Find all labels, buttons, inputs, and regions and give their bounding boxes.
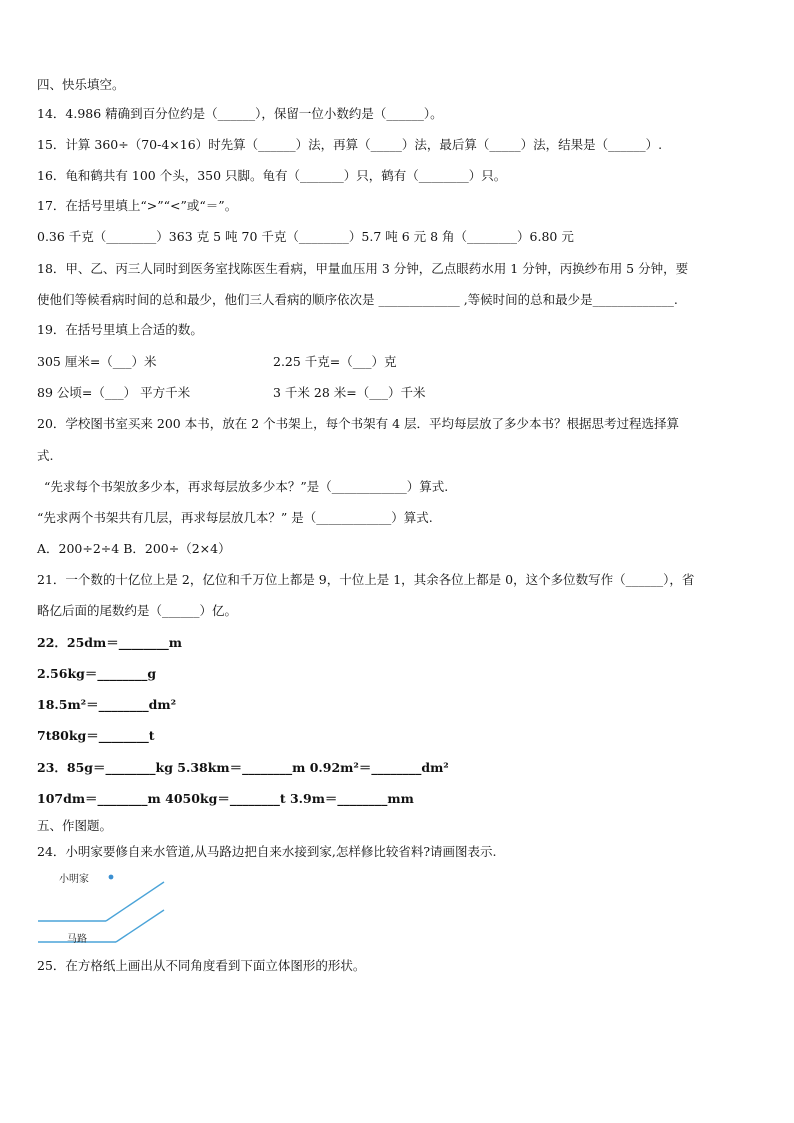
- question-19: 19．在括号里填上合适的数。: [37, 322, 203, 337]
- question-21-line-1: 21．一个数的十亿位上是 2，亿位和千万位上都是 9，十位上是 1，其余各位上都是 0，这个多位数写作（______），省: [37, 572, 695, 587]
- question-23-b: 107dm＝________m 4050kg＝________t 3.9m＝________mm: [37, 791, 414, 806]
- question-17-items: 0.36 千克（________）363 克 5 吨 70 千克（________）5.7 吨 6 元 8 角（________）6.80 元: [37, 229, 574, 244]
- question-20-line-4: “先求两个书架共有几层，再求每层放几本？” 是（____________）算式.: [37, 510, 433, 525]
- section-five-title: 五、作图题。: [37, 818, 113, 833]
- question-15: 15．计算 360÷（70-4×16）时先算（______）法，再算（_____）法，最后算（_____）法，结果是（______）.: [37, 137, 663, 152]
- question-19-d: 3 千米 28 米=（___）千米: [273, 385, 426, 400]
- question-18-line-1: 18．甲、乙、丙三人同时到医务室找陈医生看病，甲量血压用 3 分钟，乙点眼药水用 1 分钟，丙换纱布用 5 分钟，要: [37, 261, 689, 276]
- question-24: 24．小明家要修自来水管道,从马路边把自来水接到家,怎样修比较省料?请画图表示.: [37, 844, 497, 859]
- section-four-title: 四、快乐填空。: [37, 77, 125, 92]
- question-19-c: 89 公顷=（___） 平方千米: [37, 385, 191, 400]
- question-16: 16．龟和鹤共有 100 个头，350 只脚。龟有（_______）只，鹤有（________）只。: [37, 168, 507, 183]
- question-21-line-2: 略亿后面的尾数约是（______）亿。: [37, 603, 238, 618]
- question-17: 17．在括号里填上“>”“<”或“＝”。: [37, 198, 238, 213]
- question-22-b: 2.56kg＝________g: [37, 666, 157, 681]
- question-19-a: 305 厘米=（___）米: [37, 354, 157, 369]
- home-label: 小明家: [59, 874, 89, 885]
- question-19-b: 2.25 千克=（___）克: [273, 354, 397, 369]
- road-map-drawing: [36, 868, 176, 948]
- road-map-figure: [36, 868, 176, 948]
- question-20-options: A．200÷2÷4 B．200÷（2×4）: [37, 541, 231, 556]
- question-25: 25．在方格纸上画出从不同角度看到下面立体图形的形状。: [37, 958, 366, 973]
- home-dot: [109, 875, 114, 880]
- question-20-line-2: 式.: [37, 448, 54, 463]
- question-18-line-2: 使他们等候看病时间的总和最少，他们三人看病的顺序依次是 _____________ ,等候时间的总和最少是_____________.: [37, 292, 678, 307]
- road-label: 马路: [67, 934, 87, 945]
- question-20-line-3: “先求每个书架放多少本，再求每层放多少本？”是（____________）算式.: [44, 479, 449, 494]
- question-22-c: 18.5m²＝________dm²: [37, 697, 177, 712]
- question-22-d: 7t80kg＝________t: [37, 728, 155, 743]
- question-14: 14．4.986 精确到百分位约是（______），保留一位小数约是（______）。: [37, 106, 443, 121]
- road-lower-edge-slope: [116, 910, 164, 942]
- question-23-a: 23．85g＝________kg 5.38km＝________m 0.92m²＝________dm²: [37, 760, 449, 775]
- question-20-line-1: 20．学校图书室买来 200 本书，放在 2 个书架上，每个书架有 4 层．平均每层放了多少本书？根据思考过程选择算: [37, 416, 680, 431]
- question-22-a: 22．25dm＝________m: [37, 635, 182, 650]
